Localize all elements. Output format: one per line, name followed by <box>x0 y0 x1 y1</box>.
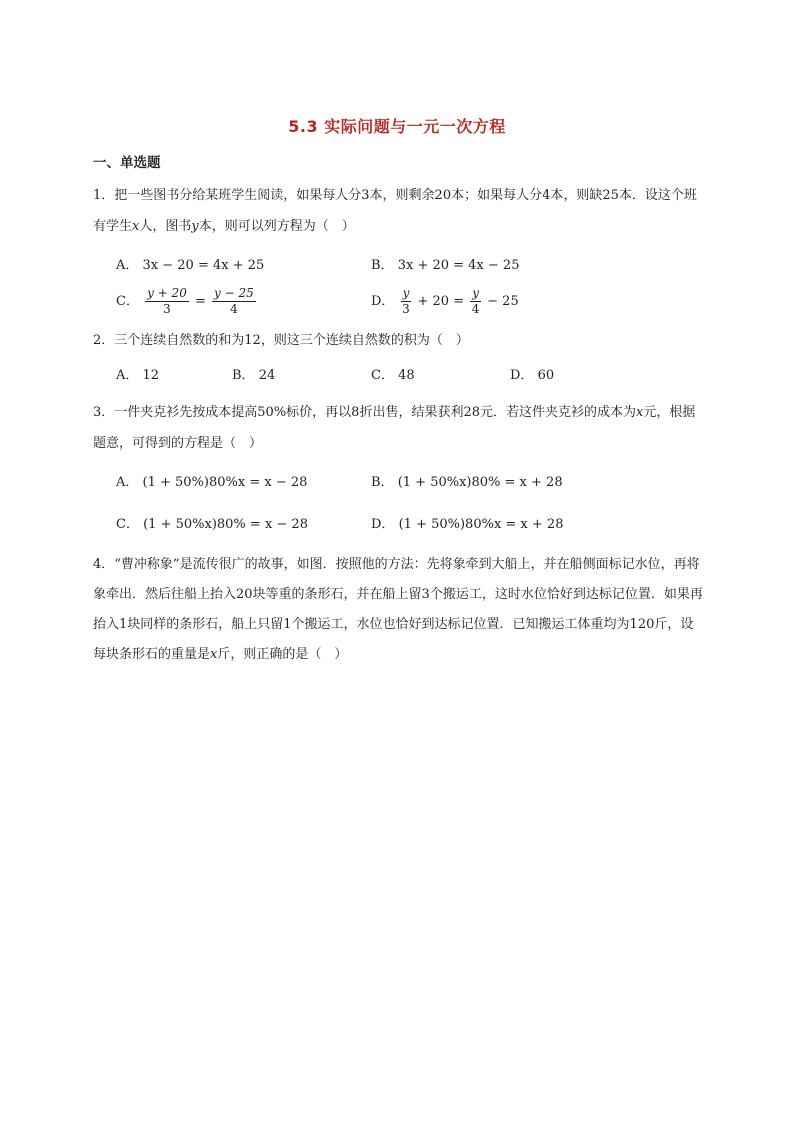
option-a[interactable] <box>116 254 264 278</box>
option-c[interactable] <box>371 364 415 388</box>
fraction <box>212 286 256 317</box>
question-number: 4． <box>93 557 115 572</box>
option-label: C． <box>371 368 394 383</box>
option-expression: 48 <box>398 368 415 383</box>
option-d[interactable] <box>371 513 563 537</box>
question-text: 元，根据题意，可得到的方程是（ ） <box>93 405 696 451</box>
option-expression: 12 <box>142 368 160 383</box>
question-number: 3． <box>93 405 115 420</box>
variable-x: x <box>636 405 644 420</box>
option-expression: (1 + 50%)80%x = x + 28 <box>398 517 564 532</box>
option-label: D． <box>510 368 534 383</box>
option-label: B． <box>232 368 255 383</box>
option-label: D． <box>371 517 395 532</box>
question-text: 斤，则正确的是（ ） <box>217 647 348 662</box>
option-label: B． <box>371 475 394 490</box>
option-expression: 3x + 20 = 4x − 25 <box>397 258 520 273</box>
variable-x: x <box>210 647 218 662</box>
page-title: 5.3 实际问题与一元一次方程 <box>288 117 506 136</box>
option-label: C． <box>116 517 139 532</box>
option-label: A． <box>116 258 139 273</box>
question-number: 1． <box>93 188 115 203</box>
option-c[interactable] <box>116 513 308 537</box>
option-expression: 60 <box>537 368 555 383</box>
fraction-numerator: y − 25 <box>214 286 254 300</box>
question-text: 一件夹克衫先按成本提高50%标价，再以8折出售，结果获利28元．若这件夹克衫的成本为 <box>114 405 636 420</box>
question-text: 三个连续自然数的和为12，则这三个连续自然数的积为（ ） <box>114 333 469 348</box>
fraction-numerator: y <box>402 286 410 300</box>
option-label: A． <box>116 475 139 490</box>
option-expression: (1 + 50%x)80% = x + 28 <box>397 475 563 490</box>
option-a[interactable] <box>116 364 159 388</box>
question-number: 2． <box>93 333 115 348</box>
expression-middle: + 20 = <box>417 294 465 309</box>
fraction <box>401 286 412 317</box>
variable-y: y <box>191 219 199 234</box>
option-label: B． <box>371 258 394 273</box>
option-label: C． <box>116 294 139 309</box>
fraction <box>145 286 189 317</box>
question-text: 本，则可以列方程为（ ） <box>198 219 355 234</box>
option-expression: 24 <box>258 368 276 383</box>
question-2 <box>93 325 703 356</box>
fraction <box>470 286 481 317</box>
option-d[interactable] <box>510 364 554 388</box>
question-1 <box>93 180 703 242</box>
option-b[interactable] <box>371 471 563 495</box>
option-label: A． <box>116 368 139 383</box>
option-expression: (1 + 50%x)80% = x − 28 <box>143 517 308 532</box>
fraction-denominator: 3 <box>163 302 171 316</box>
section-heading: 一、单选题 <box>93 155 161 171</box>
fraction-denominator: 4 <box>230 302 238 316</box>
option-b[interactable] <box>232 364 275 388</box>
equals-sign: = <box>194 294 206 309</box>
option-b[interactable] <box>371 254 519 278</box>
option-label: D． <box>371 294 395 309</box>
fraction-numerator: y + 20 <box>147 286 187 300</box>
fraction-numerator: y <box>472 286 480 300</box>
fraction-denominator: 4 <box>471 302 480 316</box>
expression-tail: − 25 <box>487 294 519 309</box>
question-3 <box>93 397 703 459</box>
option-c[interactable] <box>116 284 258 320</box>
question-text: “曹冲称象”是流传很广的故事，如图．按照他的方法：先将象牵到大船上，并在船侧面标记水位，再将象牵出．然后往船上抬入20块等重的条形石，并在船上留3个搬运工，这时水位恰好到达标记位置．如果再抬入1块同样的条形石，船上只留1个搬运工，水位也恰好到达标记位置．已知搬运工体重均为120斤，设每块条形石的重量是 <box>93 557 703 662</box>
variable-x: x <box>132 219 140 234</box>
question-4 <box>93 550 703 670</box>
fraction-denominator: 3 <box>402 302 410 316</box>
question-text: 把一些图书分给某班学生阅读，如果每人分3本，则剩余20本；如果每人分4本，则缺25本．设这个班有学生 <box>93 188 697 234</box>
question-text: 人，图书 <box>139 219 192 234</box>
option-d[interactable] <box>371 284 519 320</box>
option-a[interactable] <box>116 471 307 495</box>
option-expression: (1 + 50%)80%x = x − 28 <box>142 475 308 490</box>
option-expression: 3x − 20 = 4x + 25 <box>142 258 265 273</box>
